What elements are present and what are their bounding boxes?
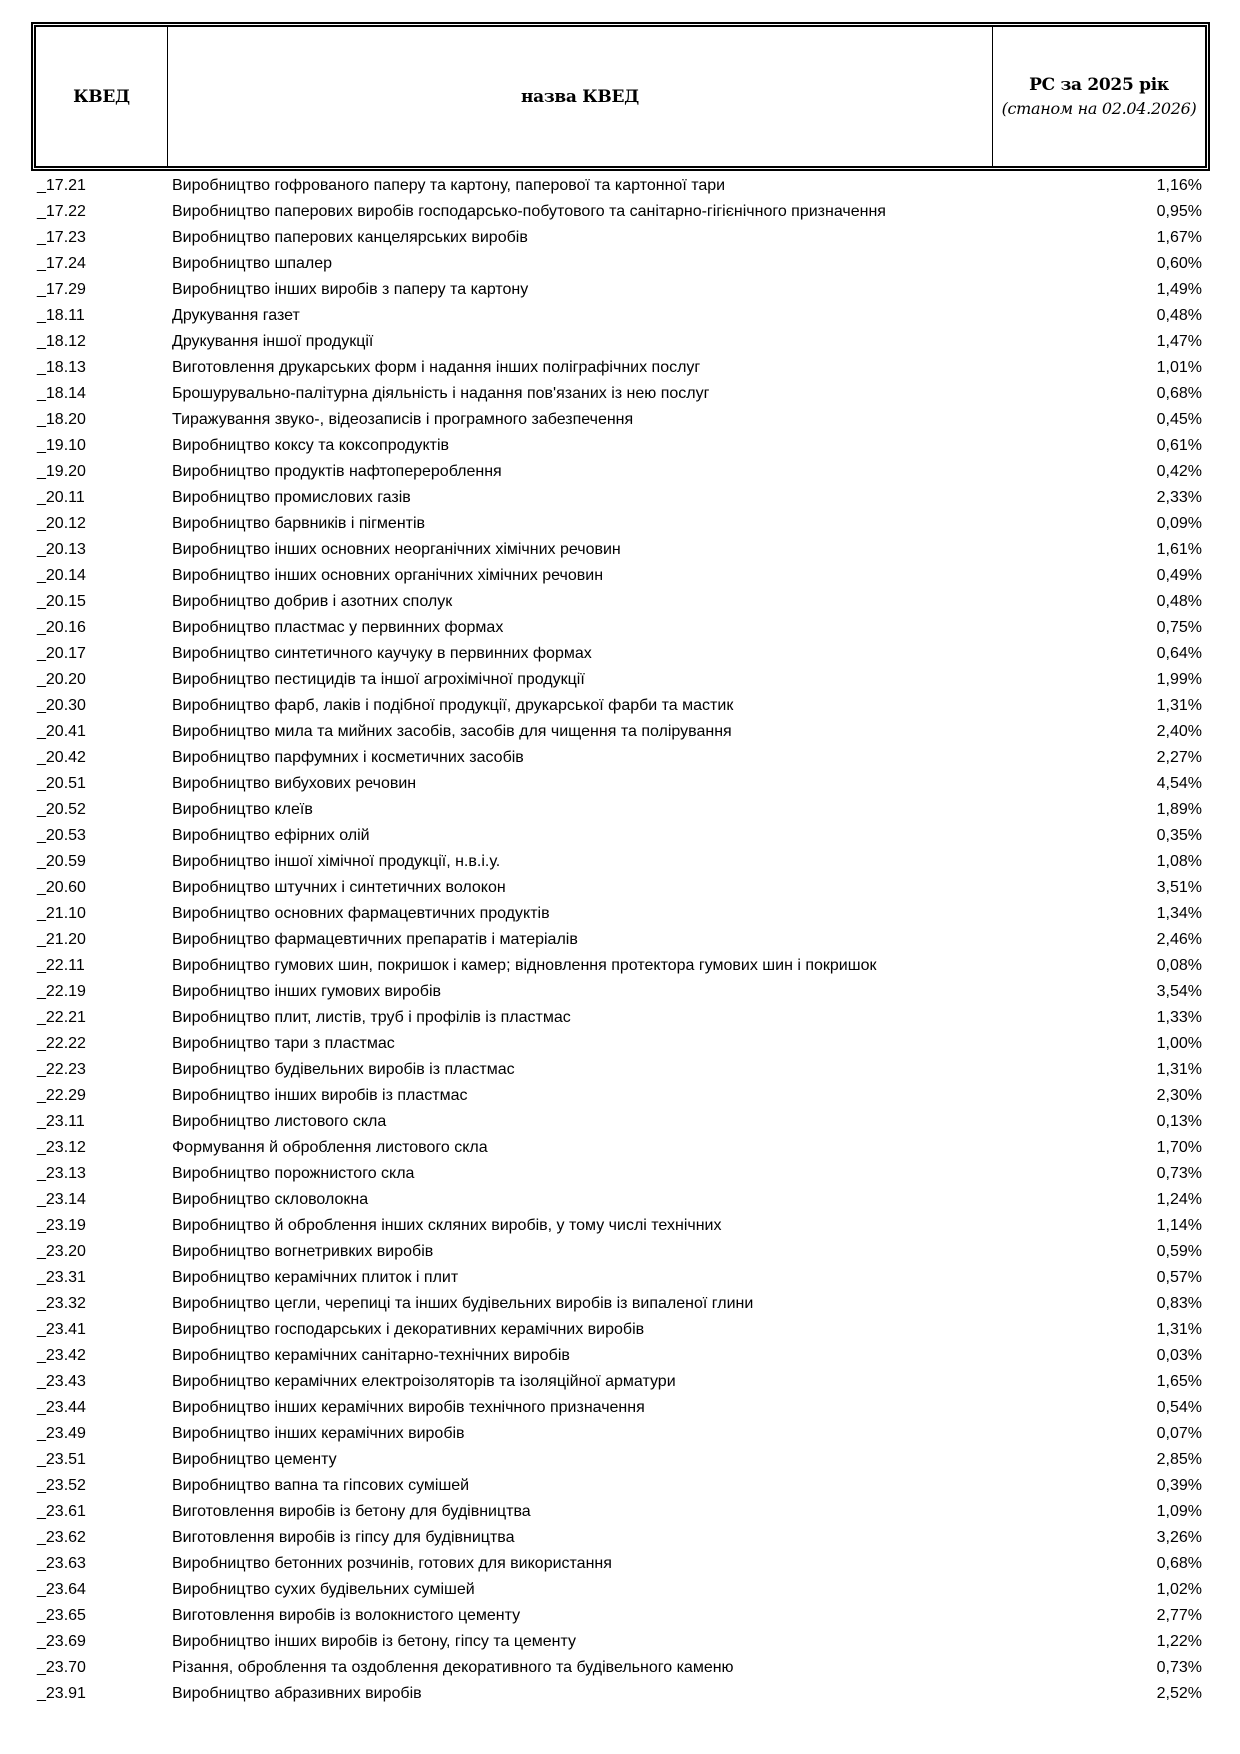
- kved-code: _23.20: [37, 1243, 86, 1260]
- kved-name: Виробництво бетонних розчинів, готових для використання: [172, 1555, 612, 1572]
- kved-code: _20.59: [37, 853, 86, 870]
- kved-name: Різання, оброблення та оздоблення декоративного та будівельного каменю: [172, 1659, 734, 1676]
- kved-name: Виробництво керамічних плиток і плит: [172, 1269, 459, 1286]
- rate-value: 1,02%: [1156, 1581, 1202, 1598]
- rate-value: 1,08%: [1156, 853, 1202, 870]
- rate-value: 1,89%: [1156, 801, 1202, 818]
- kved-code: _23.91: [37, 1685, 86, 1702]
- kved-code: _17.21: [37, 177, 86, 194]
- table-row: [0, 1343, 1240, 1369]
- kved-name: Виробництво вапна та гіпсових сумішей: [172, 1477, 470, 1494]
- kved-code: _18.11: [37, 307, 85, 324]
- kved-name: Виробництво коксу та коксопродуктів: [172, 437, 450, 454]
- rate-value: 0,57%: [1156, 1269, 1202, 1286]
- table-row: [0, 823, 1240, 849]
- kved-name: Виробництво цементу: [172, 1451, 337, 1468]
- table-row: [0, 1187, 1240, 1213]
- rate-value: 1,61%: [1156, 541, 1202, 558]
- kved-name: Виробництво керамічних електроізоляторів та ізоляційної арматури: [172, 1373, 676, 1390]
- kved-code: _23.69: [37, 1633, 86, 1650]
- rate-value: 1,01%: [1156, 359, 1202, 376]
- table-row: [0, 1161, 1240, 1187]
- rate-value: 0,68%: [1156, 385, 1202, 402]
- kved-code: _22.11: [37, 957, 85, 974]
- rate-value: 0,45%: [1156, 411, 1202, 428]
- kved-code: _20.20: [37, 671, 86, 688]
- kved-name: Виробництво фарб, лаків і подібної продукції, друкарської фарби та мастик: [172, 697, 734, 714]
- rate-value: 0,03%: [1156, 1347, 1202, 1364]
- table-row: [0, 1577, 1240, 1603]
- kved-name: Виробництво клеїв: [172, 801, 313, 818]
- kved-name: Виробництво інших виробів з паперу та картону: [172, 281, 529, 298]
- table-row: [0, 1291, 1240, 1317]
- kved-name: Виробництво й оброблення інших скляних виробів, у тому числі технічних: [172, 1217, 722, 1234]
- kved-code: _20.11: [37, 489, 85, 506]
- kved-code: _20.53: [37, 827, 86, 844]
- rate-value: 1,99%: [1156, 671, 1202, 688]
- table-row: [0, 1499, 1240, 1525]
- table-row: [0, 849, 1240, 875]
- kved-code: _23.11: [37, 1113, 85, 1130]
- table-row: [0, 381, 1240, 407]
- kved-name: Виготовлення виробів із гіпсу для будівництва: [172, 1529, 515, 1546]
- kved-name: Брошурувально-палітурна діяльність і надання пов'язаних із нею послуг: [172, 385, 710, 402]
- kved-name: Виробництво гофрованого паперу та картону, паперової та картонної тари: [172, 177, 726, 194]
- kved-code: _23.31: [37, 1269, 86, 1286]
- rate-value: 1,09%: [1156, 1503, 1202, 1520]
- rate-value: 2,52%: [1156, 1685, 1202, 1702]
- kved-code: _20.51: [37, 775, 86, 792]
- kved-code: _23.70: [37, 1659, 86, 1676]
- table-row: [0, 979, 1240, 1005]
- kved-code: _18.12: [37, 333, 86, 350]
- rate-value: 2,40%: [1156, 723, 1202, 740]
- table-row: [0, 407, 1240, 433]
- table-row: [0, 1317, 1240, 1343]
- kved-code: _23.13: [37, 1165, 86, 1182]
- rate-value: 0,49%: [1156, 567, 1202, 584]
- table-row: [0, 563, 1240, 589]
- rate-value: 2,33%: [1156, 489, 1202, 506]
- rate-value: 1,14%: [1156, 1217, 1202, 1234]
- kved-name: Виготовлення виробів із волокнистого цементу: [172, 1607, 521, 1624]
- kved-code: _17.23: [37, 229, 86, 246]
- table-row: [0, 1525, 1240, 1551]
- table-row: [0, 1681, 1240, 1707]
- rate-value: 2,46%: [1156, 931, 1202, 948]
- kved-name: Виробництво паперових виробів господарсько-побутового та санітарно-гігієнічного призначення: [172, 203, 886, 220]
- kved-name: Виготовлення друкарських форм і надання інших поліграфічних послуг: [172, 359, 701, 376]
- kved-code: _23.51: [37, 1451, 86, 1468]
- kved-name: Виробництво інших керамічних виробів технічного призначення: [172, 1399, 645, 1416]
- kved-code: _23.65: [37, 1607, 86, 1624]
- kved-name: Виробництво вогнетривких виробів: [172, 1243, 434, 1260]
- rate-value: 0,73%: [1156, 1659, 1202, 1676]
- table-row: [0, 1005, 1240, 1031]
- table-row: [0, 251, 1240, 277]
- table-row: [0, 1473, 1240, 1499]
- rate-value: 1,31%: [1156, 697, 1202, 714]
- kved-name: Виробництво інших керамічних виробів: [172, 1425, 465, 1442]
- kved-code: _20.15: [37, 593, 86, 610]
- kved-name: Виробництво порожнистого скла: [172, 1165, 415, 1182]
- table-row: [0, 1629, 1240, 1655]
- rate-value: 1,49%: [1156, 281, 1202, 298]
- header-kved-name: [168, 27, 993, 166]
- kved-name: Виробництво продуктів нафтоперероблення: [172, 463, 502, 480]
- rate-value: 1,00%: [1156, 1035, 1202, 1052]
- kved-code: _20.17: [37, 645, 86, 662]
- rate-value: 0,60%: [1156, 255, 1202, 272]
- kved-name: Виробництво шпалер: [172, 255, 333, 272]
- rate-value: 2,30%: [1156, 1087, 1202, 1104]
- kved-code: _23.44: [37, 1399, 86, 1416]
- kved-name: Виробництво іншої хімічної продукції, н.в.і.у.: [172, 853, 501, 870]
- table-row: [0, 303, 1240, 329]
- kved-name: Виробництво гумових шин, покришок і камер; відновлення протектора гумових шин і покришок: [172, 957, 877, 974]
- table-row: [0, 901, 1240, 927]
- rate-value: 0,07%: [1156, 1425, 1202, 1442]
- kved-code: _23.61: [37, 1503, 86, 1520]
- rate-value: 1,70%: [1156, 1139, 1202, 1156]
- kved-code: _23.42: [37, 1347, 86, 1364]
- rate-value: 3,26%: [1156, 1529, 1202, 1546]
- table-row: [0, 1031, 1240, 1057]
- rate-value: 0,73%: [1156, 1165, 1202, 1182]
- table-row: [0, 459, 1240, 485]
- table-row: [0, 225, 1240, 251]
- rate-value: 1,33%: [1156, 1009, 1202, 1026]
- kved-name: Виробництво добрив і азотних сполук: [172, 593, 453, 610]
- kved-code: _20.42: [37, 749, 86, 766]
- kved-code: _18.20: [37, 411, 86, 428]
- table-row: [0, 329, 1240, 355]
- rate-value: 0,54%: [1156, 1399, 1202, 1416]
- kved-code: _20.13: [37, 541, 86, 558]
- rate-value: 0,83%: [1156, 1295, 1202, 1312]
- table-row: [0, 641, 1240, 667]
- kved-code: _18.14: [37, 385, 86, 402]
- kved-code: _23.63: [37, 1555, 86, 1572]
- rate-value: 4,54%: [1156, 775, 1202, 792]
- header-value-date: (станом на 02.04.2026): [1001, 99, 1197, 118]
- table-row: [0, 589, 1240, 615]
- table-row: [0, 797, 1240, 823]
- rate-value: 0,08%: [1156, 957, 1202, 974]
- table-row: [0, 1057, 1240, 1083]
- kved-name: Виробництво парфумних і косметичних засобів: [172, 749, 524, 766]
- table-row: [0, 745, 1240, 771]
- kved-name: Виробництво пестицидів та іншої агрохімічної продукції: [172, 671, 585, 688]
- kved-name: Виробництво мила та мийних засобів, засобів для чищення та полірування: [172, 723, 732, 740]
- table-row: [0, 1603, 1240, 1629]
- kved-code: _20.52: [37, 801, 86, 818]
- table-row: [0, 199, 1240, 225]
- table-body: [0, 173, 1240, 1707]
- kved-code: _22.23: [37, 1061, 86, 1078]
- rate-value: 2,77%: [1156, 1607, 1202, 1624]
- kved-name: Виробництво листового скла: [172, 1113, 387, 1130]
- rate-value: 1,34%: [1156, 905, 1202, 922]
- kved-name: Формування й оброблення листового скла: [172, 1139, 488, 1156]
- kved-code: _20.14: [37, 567, 86, 584]
- kved-code: _23.49: [37, 1425, 86, 1442]
- kved-name: Виробництво інших основних органічних хімічних речовин: [172, 567, 604, 584]
- kved-code: _17.24: [37, 255, 86, 272]
- rate-value: 0,39%: [1156, 1477, 1202, 1494]
- kved-code: _23.43: [37, 1373, 86, 1390]
- table-row: [0, 719, 1240, 745]
- kved-name: Виробництво барвників і пігментів: [172, 515, 426, 532]
- kved-code: _23.14: [37, 1191, 86, 1208]
- kved-name: Виробництво керамічних санітарно-технічних виробів: [172, 1347, 570, 1364]
- rate-value: 1,47%: [1156, 333, 1202, 350]
- kved-name: Виробництво тари з пластмас: [172, 1035, 395, 1052]
- kved-code: _22.22: [37, 1035, 86, 1052]
- header-value: [993, 27, 1205, 166]
- kved-code: _19.10: [37, 437, 86, 454]
- rate-value: 0,95%: [1156, 203, 1202, 220]
- kved-code: _22.21: [37, 1009, 86, 1026]
- table-row: [0, 1655, 1240, 1681]
- kved-name: Виробництво пластмас у первинних формах: [172, 619, 504, 636]
- table-header: [31, 22, 1210, 171]
- table-row: [0, 277, 1240, 303]
- kved-code: _23.64: [37, 1581, 86, 1598]
- kved-code: _18.13: [37, 359, 86, 376]
- header-value-label: РС за 2025 рік: [1029, 75, 1169, 95]
- kved-code: _22.29: [37, 1087, 86, 1104]
- rate-value: 3,51%: [1156, 879, 1202, 896]
- kved-name: Тиражування звуко-, відеозаписів і програмного забезпечення: [172, 411, 634, 428]
- kved-name: Виготовлення виробів із бетону для будівництва: [172, 1503, 531, 1520]
- table-row: [0, 1421, 1240, 1447]
- kved-code: _22.19: [37, 983, 86, 1000]
- table-row: [0, 1265, 1240, 1291]
- kved-code: _23.12: [37, 1139, 86, 1156]
- table-row: [0, 1213, 1240, 1239]
- rate-value: 0,48%: [1156, 307, 1202, 324]
- table-row: [0, 1395, 1240, 1421]
- rate-value: 0,48%: [1156, 593, 1202, 610]
- kved-code: _23.52: [37, 1477, 86, 1494]
- kved-name: Виробництво вибухових речовин: [172, 775, 417, 792]
- table-row: [0, 1447, 1240, 1473]
- kved-name: Виробництво сухих будівельних сумішей: [172, 1581, 475, 1598]
- table-row: [0, 1109, 1240, 1135]
- kved-code: _23.41: [37, 1321, 86, 1338]
- kved-name: Виробництво ефірних олій: [172, 827, 370, 844]
- kved-name: Виробництво синтетичного каучуку в первинних формах: [172, 645, 592, 662]
- rate-value: 0,75%: [1156, 619, 1202, 636]
- kved-name: Виробництво господарських і декоративних керамічних виробів: [172, 1321, 645, 1338]
- kved-code: _21.20: [37, 931, 86, 948]
- rate-value: 0,61%: [1156, 437, 1202, 454]
- rate-value: 1,16%: [1156, 177, 1202, 194]
- kved-code: _20.16: [37, 619, 86, 636]
- table-row: [0, 615, 1240, 641]
- kved-code: _17.29: [37, 281, 86, 298]
- rate-value: 0,42%: [1156, 463, 1202, 480]
- kved-name: Виробництво промислових газів: [172, 489, 411, 506]
- kved-code: _20.30: [37, 697, 86, 714]
- kved-name: Виробництво інших виробів із бетону, гіпсу та цементу: [172, 1633, 576, 1650]
- header-kved: [36, 27, 168, 166]
- kved-name: Виробництво фармацевтичних препаратів і матеріалів: [172, 931, 578, 948]
- kved-code: _19.20: [37, 463, 86, 480]
- kved-name: Виробництво плит, листів, труб і профілів із пластмас: [172, 1009, 571, 1026]
- rate-value: 0,64%: [1156, 645, 1202, 662]
- table-row: [0, 771, 1240, 797]
- rate-value: 1,67%: [1156, 229, 1202, 246]
- rate-value: 0,09%: [1156, 515, 1202, 532]
- kved-name: Друкування газет: [172, 307, 300, 324]
- kved-name: Друкування іншої продукції: [172, 333, 374, 350]
- kved-name: Виробництво інших гумових виробів: [172, 983, 441, 1000]
- rate-value: 2,85%: [1156, 1451, 1202, 1468]
- table-row: [0, 927, 1240, 953]
- kved-code: _23.32: [37, 1295, 86, 1312]
- kved-code: _21.10: [37, 905, 86, 922]
- table-row: [0, 173, 1240, 199]
- kved-name: Виробництво цегли, черепиці та інших будівельних виробів із випаленої глини: [172, 1295, 754, 1312]
- rate-value: 1,24%: [1156, 1191, 1202, 1208]
- table-row: [0, 433, 1240, 459]
- table-row: [0, 1135, 1240, 1161]
- rate-value: 1,31%: [1156, 1321, 1202, 1338]
- kved-code: _20.41: [37, 723, 86, 740]
- rate-value: 1,22%: [1156, 1633, 1202, 1650]
- rate-value: 0,13%: [1156, 1113, 1202, 1130]
- table-row: [0, 1369, 1240, 1395]
- rate-value: 0,68%: [1156, 1555, 1202, 1572]
- rate-value: 1,65%: [1156, 1373, 1202, 1390]
- table-row: [0, 667, 1240, 693]
- kved-name: Виробництво будівельних виробів із пластмас: [172, 1061, 515, 1078]
- table-row: [0, 875, 1240, 901]
- table-row: [0, 1083, 1240, 1109]
- rate-value: 3,54%: [1156, 983, 1202, 1000]
- rate-value: 0,35%: [1156, 827, 1202, 844]
- header-kved-name-label: назва КВЕД: [521, 86, 639, 107]
- kved-name: Виробництво основних фармацевтичних продуктів: [172, 905, 550, 922]
- table-row: [0, 511, 1240, 537]
- kved-name: Виробництво інших виробів із пластмас: [172, 1087, 468, 1104]
- kved-name: Виробництво абразивних виробів: [172, 1685, 422, 1702]
- table-row: [0, 1239, 1240, 1265]
- kved-name: Виробництво інших основних неорганічних хімічних речовин: [172, 541, 621, 558]
- table-row: [0, 953, 1240, 979]
- table-row: [0, 693, 1240, 719]
- kved-name: Виробництво штучних і синтетичних волокон: [172, 879, 506, 896]
- table-row: [0, 485, 1240, 511]
- kved-code: _20.12: [37, 515, 86, 532]
- header-kved-label: КВЕД: [73, 86, 130, 107]
- table-row: [0, 355, 1240, 381]
- table-row: [0, 537, 1240, 563]
- kved-code: _23.19: [37, 1217, 86, 1234]
- kved-name: Виробництво паперових канцелярських виробів: [172, 229, 528, 246]
- rate-value: 0,59%: [1156, 1243, 1202, 1260]
- kved-code: _20.60: [37, 879, 86, 896]
- kved-code: _17.22: [37, 203, 86, 220]
- rate-value: 1,31%: [1156, 1061, 1202, 1078]
- kved-name: Виробництво скловолокна: [172, 1191, 369, 1208]
- rate-value: 2,27%: [1156, 749, 1202, 766]
- table-row: [0, 1551, 1240, 1577]
- kved-code: _23.62: [37, 1529, 86, 1546]
